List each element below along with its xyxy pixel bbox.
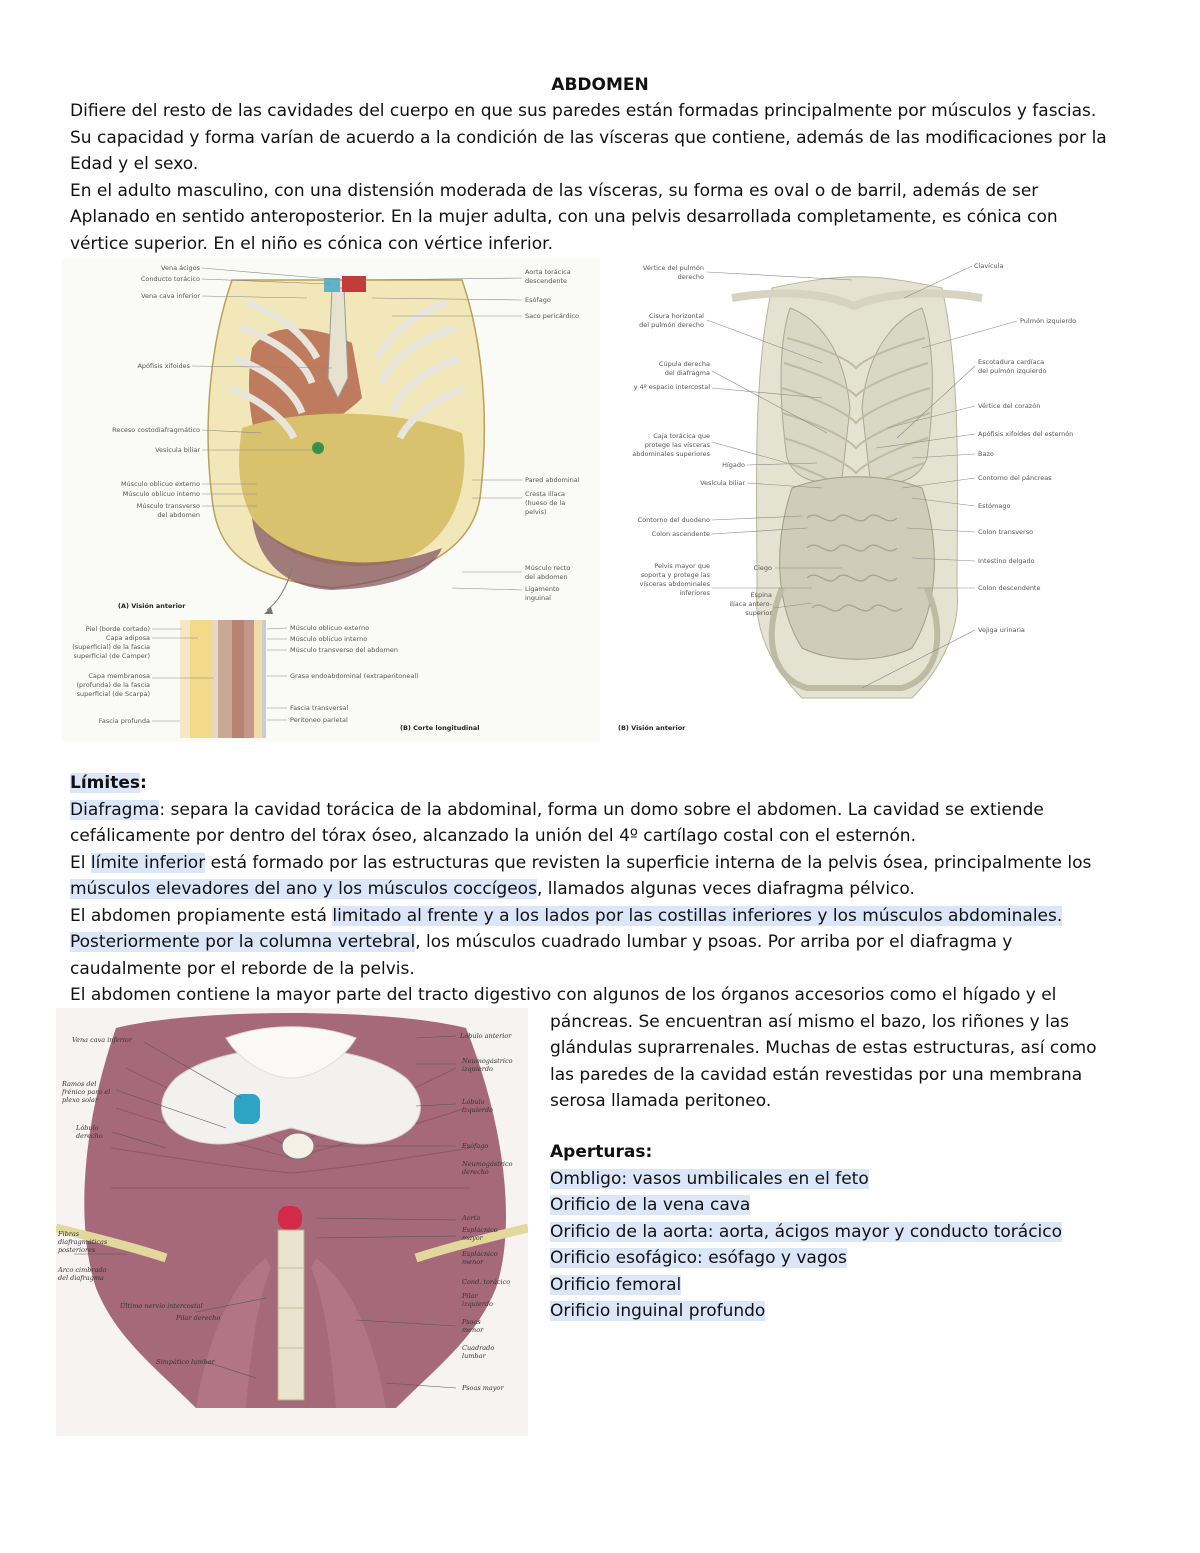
svg-text:Esófago: Esófago bbox=[462, 1142, 489, 1150]
limites-heading: Límites: bbox=[70, 773, 147, 793]
svg-text:izquierdo: izquierdo bbox=[462, 1065, 493, 1073]
svg-text:menor: menor bbox=[462, 1258, 484, 1266]
limites-line: páncreas. Se encuentran así mismo el bazo, los riñones y las bbox=[550, 1011, 1070, 1032]
svg-text:Lóbulo anterior: Lóbulo anterior bbox=[460, 1032, 512, 1040]
svg-text:Arco cimbrado: Arco cimbrado bbox=[58, 1266, 107, 1274]
svg-text:Psoas: Psoas bbox=[462, 1318, 481, 1326]
svg-text:Cúpula derecha: Cúpula derecha bbox=[658, 360, 710, 368]
svg-text:pelvis): pelvis) bbox=[525, 508, 547, 516]
svg-text:Ligamento: Ligamento bbox=[525, 585, 560, 593]
svg-text:Músculo oblicuo externo: Músculo oblicuo externo bbox=[290, 624, 370, 632]
svg-text:Conducto torácico: Conducto torácico bbox=[140, 275, 200, 283]
svg-text:Vértice del corazón: Vértice del corazón bbox=[978, 402, 1041, 410]
svg-text:Esplácnico: Esplácnico bbox=[462, 1250, 498, 1258]
svg-text:Vejiga urinaria: Vejiga urinaria bbox=[978, 626, 1025, 634]
svg-text:Pelvis mayor que: Pelvis mayor que bbox=[654, 562, 710, 570]
svg-text:Estómago: Estómago bbox=[978, 502, 1011, 510]
svg-text:Esófago: Esófago bbox=[525, 296, 551, 304]
limites-line: Diafragma: separa la cavidad torácica de la abdominal, forma un domo sobre el abdomen. La cavidad se extiende bbox=[70, 799, 1044, 820]
svg-text:Esplácnico: Esplácnico bbox=[462, 1226, 498, 1234]
intro-line: En el adulto masculino, con una distensión moderada de las vísceras, su forma es oval o de barril, además de ser bbox=[70, 180, 1039, 201]
svg-text:(hueso de la: (hueso de la bbox=[525, 499, 566, 507]
svg-text:del abdomen: del abdomen bbox=[525, 573, 568, 581]
intro-line: Edad y el sexo. bbox=[70, 154, 199, 174]
limites-line: cefálicamente por dentro del tórax óseo, alcanzado la unión del 4º cartílago costal con el esternón. bbox=[70, 826, 916, 846]
page-title: ABDOMEN bbox=[551, 75, 649, 95]
svg-text:del pulmón izquierdo: del pulmón izquierdo bbox=[978, 367, 1047, 375]
svg-text:Psoas mayor: Psoas mayor bbox=[462, 1384, 504, 1392]
apertura-item: Orificio de la vena cava bbox=[550, 1195, 751, 1215]
svg-text:Neumogástrico: Neumogástrico bbox=[462, 1160, 513, 1168]
svg-text:Aorta: Aorta bbox=[462, 1214, 481, 1222]
svg-text:Pulmón izquierdo: Pulmón izquierdo bbox=[1020, 317, 1077, 325]
svg-text:Peritoneo parietal: Peritoneo parietal bbox=[290, 716, 348, 724]
svg-text:Aorta torácica: Aorta torácica bbox=[525, 268, 571, 276]
limites-line: El límite inferior está formado por las estructuras que revisten la superficie interna de la pelvis ósea, principalmente los bbox=[70, 852, 1092, 873]
apertura-item: Orificio esofágico: esófago y vagos bbox=[550, 1248, 847, 1268]
svg-text:Pilar derecho: Pilar derecho bbox=[176, 1314, 221, 1322]
svg-text:Fibras: Fibras bbox=[58, 1230, 80, 1238]
limites-line: serosa llamada peritoneo. bbox=[550, 1091, 772, 1111]
svg-text:(B) Corte longitudinal: (B) Corte longitudinal bbox=[400, 724, 480, 732]
svg-text:Cresta ilíaca: Cresta ilíaca bbox=[525, 490, 566, 498]
svg-text:Hígado: Hígado bbox=[722, 461, 745, 469]
svg-text:Músculo oblicuo interno: Músculo oblicuo interno bbox=[122, 490, 200, 498]
svg-text:(A) Visión anterior: (A) Visión anterior bbox=[118, 602, 186, 610]
svg-text:(profunda) de la fascia: (profunda) de la fascia bbox=[76, 681, 150, 689]
svg-text:superior: superior bbox=[745, 609, 772, 617]
abdominal-wall-illustration bbox=[62, 258, 600, 742]
svg-text:protege las vísceras: protege las vísceras bbox=[644, 441, 710, 449]
svg-text:Contorno del duodeno: Contorno del duodeno bbox=[637, 516, 710, 524]
intro-line: Difiere del resto de las cavidades del cuerpo en que sus paredes están formadas principalmente por músculos y fascias. bbox=[70, 101, 1097, 121]
apertura-item: Orificio de la aorta: aorta, ácigos mayor y conducto torácico bbox=[550, 1221, 1063, 1242]
svg-text:Escotadura cardíaca: Escotadura cardíaca bbox=[978, 358, 1045, 366]
svg-text:Colon ascendente: Colon ascendente bbox=[651, 530, 710, 538]
svg-text:Colon descendente: Colon descendente bbox=[978, 584, 1041, 592]
intro-line: vértice superior. En el niño es cónica con vértice inferior. bbox=[70, 233, 553, 254]
svg-text:Clavícula: Clavícula bbox=[974, 262, 1004, 270]
svg-text:Cisura horizontal: Cisura horizontal bbox=[649, 312, 704, 320]
svg-text:Último nervio intercostal: Último nervio intercostal bbox=[120, 1302, 203, 1310]
svg-text:Pilar: Pilar bbox=[462, 1292, 478, 1300]
svg-text:Apófisis xifoides del esternón: Apófisis xifoides del esternón bbox=[978, 430, 1074, 438]
svg-text:Capa membranosa: Capa membranosa bbox=[88, 672, 150, 680]
svg-text:Apófisis xifoides: Apófisis xifoides bbox=[137, 362, 190, 370]
svg-text:diafragmáticas: diafragmáticas bbox=[58, 1238, 108, 1246]
svg-text:Saco pericárdico: Saco pericárdico bbox=[525, 312, 579, 320]
svg-text:posteriores: posteriores bbox=[58, 1246, 96, 1254]
limites-line: El abdomen contiene la mayor parte del tracto digestivo con algunos de los órganos accesorios como el hígado y el bbox=[70, 985, 1057, 1005]
svg-text:Intestino delgado: Intestino delgado bbox=[978, 557, 1035, 565]
svg-text:soporta y protege las: soporta y protege las bbox=[640, 571, 710, 579]
svg-text:Lóbulo: Lóbulo bbox=[76, 1124, 99, 1132]
limites-line: Posteriormente por la columna vertebral, los músculos cuadrado lumbar y psoas. Por arriba por el diafragma y bbox=[70, 932, 1013, 952]
svg-text:del diafragma: del diafragma bbox=[58, 1274, 104, 1282]
svg-text:Bazo: Bazo bbox=[978, 450, 994, 458]
svg-text:derecho: derecho bbox=[677, 273, 704, 281]
svg-text:Simpático lumbar: Simpático lumbar bbox=[156, 1358, 215, 1366]
svg-text:frénico para el: frénico para el bbox=[62, 1088, 111, 1096]
intro-line: Aplanado en sentido anteroposterior. En la mujer adulta, con una pelvis desarrollada completamente, es cónica con bbox=[70, 207, 1058, 227]
svg-text:inguinal: inguinal bbox=[525, 594, 551, 602]
limites-line: caudalmente por el reborde de la pelvis. bbox=[70, 958, 415, 979]
svg-text:lumbar: lumbar bbox=[462, 1352, 486, 1360]
svg-text:Lóbulo: Lóbulo bbox=[462, 1098, 485, 1106]
svg-text:Vena cava inferior: Vena cava inferior bbox=[72, 1036, 132, 1044]
svg-text:Vena cava inferior: Vena cava inferior bbox=[141, 292, 200, 300]
svg-text:Contorno del páncreas: Contorno del páncreas bbox=[978, 474, 1052, 482]
limites-line: glándulas suprarrenales. Muchas de estas estructuras, así como bbox=[550, 1038, 1097, 1058]
svg-text:Músculo oblicuo interno: Músculo oblicuo interno bbox=[290, 635, 368, 643]
svg-text:Cuadrado: Cuadrado bbox=[462, 1344, 495, 1352]
svg-text:Ramos del: Ramos del bbox=[62, 1080, 97, 1088]
svg-text:Capa adiposa: Capa adiposa bbox=[105, 634, 150, 642]
svg-text:(B) Visión anterior: (B) Visión anterior bbox=[618, 724, 686, 732]
svg-text:Piel (borde cortado): Piel (borde cortado) bbox=[85, 625, 150, 633]
abdominal-viscera-illustration bbox=[612, 258, 1096, 742]
svg-text:Músculo transverso: Músculo transverso bbox=[136, 502, 200, 510]
svg-text:Músculo transverso del abdomen: Músculo transverso del abdomen bbox=[290, 646, 398, 654]
svg-text:Fascia profunda: Fascia profunda bbox=[98, 717, 150, 725]
svg-text:Grasa endoabdominal (extraperi: Grasa endoabdominal (extraperitoneal) bbox=[290, 672, 419, 680]
svg-text:del pulmón derecho: del pulmón derecho bbox=[639, 321, 704, 329]
svg-text:inferiores: inferiores bbox=[679, 589, 710, 597]
svg-text:superficial (de Scarpa): superficial (de Scarpa) bbox=[76, 690, 150, 698]
svg-text:Espina: Espina bbox=[750, 591, 772, 599]
svg-text:abdominales superiores: abdominales superiores bbox=[632, 450, 710, 458]
svg-text:ilíaca antero-: ilíaca antero- bbox=[729, 600, 772, 608]
svg-text:superficial (de Camper): superficial (de Camper) bbox=[73, 652, 150, 660]
svg-text:Ciego: Ciego bbox=[753, 564, 772, 572]
svg-text:Colon transverso: Colon transverso bbox=[978, 528, 1034, 536]
svg-text:izquierdo: izquierdo bbox=[462, 1106, 493, 1114]
diaphragm-illustration bbox=[56, 1008, 528, 1436]
svg-text:Cond. torácico: Cond. torácico bbox=[462, 1278, 511, 1286]
svg-text:Pared abdominal: Pared abdominal bbox=[525, 476, 580, 484]
svg-text:descendente: descendente bbox=[525, 277, 567, 285]
svg-text:Receso costodiafragmático: Receso costodiafragmático bbox=[112, 426, 200, 434]
svg-text:vísceras abdominales: vísceras abdominales bbox=[639, 580, 710, 588]
svg-text:Caja torácica que: Caja torácica que bbox=[653, 432, 710, 440]
svg-text:y 4º espacio intercostal: y 4º espacio intercostal bbox=[633, 383, 710, 391]
svg-text:Músculo recto: Músculo recto bbox=[525, 564, 571, 572]
limites-line: las paredes de la cavidad están revestidas por una membrana bbox=[550, 1064, 1083, 1085]
svg-text:derecho: derecho bbox=[462, 1168, 489, 1176]
apertura-item: Orificio femoral bbox=[550, 1274, 682, 1295]
svg-text:Neumogástrico: Neumogástrico bbox=[462, 1057, 513, 1065]
svg-text:plexo solar: plexo solar bbox=[62, 1096, 99, 1104]
svg-text:del abdomen: del abdomen bbox=[157, 511, 200, 519]
svg-text:derecho: derecho bbox=[76, 1132, 103, 1140]
svg-text:(superficial) de la fascia: (superficial) de la fascia bbox=[72, 643, 150, 651]
svg-text:Vértice del pulmón: Vértice del pulmón bbox=[642, 264, 704, 272]
apertura-item: Ombligo: vasos umbilicales en el feto bbox=[550, 1168, 869, 1189]
intro-line: Su capacidad y forma varían de acuerdo a la condición de las vísceras que contiene, además de las modificaciones por la bbox=[70, 127, 1107, 148]
aperturas-heading: Aperturas: bbox=[550, 1142, 653, 1162]
svg-text:menor: menor bbox=[462, 1326, 484, 1334]
svg-text:Vena ácigos: Vena ácigos bbox=[161, 264, 200, 272]
svg-text:Vesícula biliar: Vesícula biliar bbox=[700, 479, 745, 487]
svg-text:Fascia transversal: Fascia transversal bbox=[290, 704, 349, 712]
limites-line: músculos elevadores del ano y los músculos coccígeos, llamados algunas veces diafragma pélvico. bbox=[70, 879, 915, 899]
svg-text:Vesícula biliar: Vesícula biliar bbox=[155, 446, 200, 454]
limites-line: El abdomen propiamente está limitado al frente y a los lados por las costillas inferiores y los músculos abdominales. bbox=[70, 905, 1063, 926]
svg-text:mayor: mayor bbox=[462, 1234, 483, 1242]
svg-text:del diafragma: del diafragma bbox=[664, 369, 710, 377]
apertura-item: Orificio inguinal profundo bbox=[550, 1301, 766, 1321]
svg-text:izquierdo: izquierdo bbox=[462, 1300, 493, 1308]
svg-text:Músculo oblicuo externo: Músculo oblicuo externo bbox=[120, 480, 200, 488]
